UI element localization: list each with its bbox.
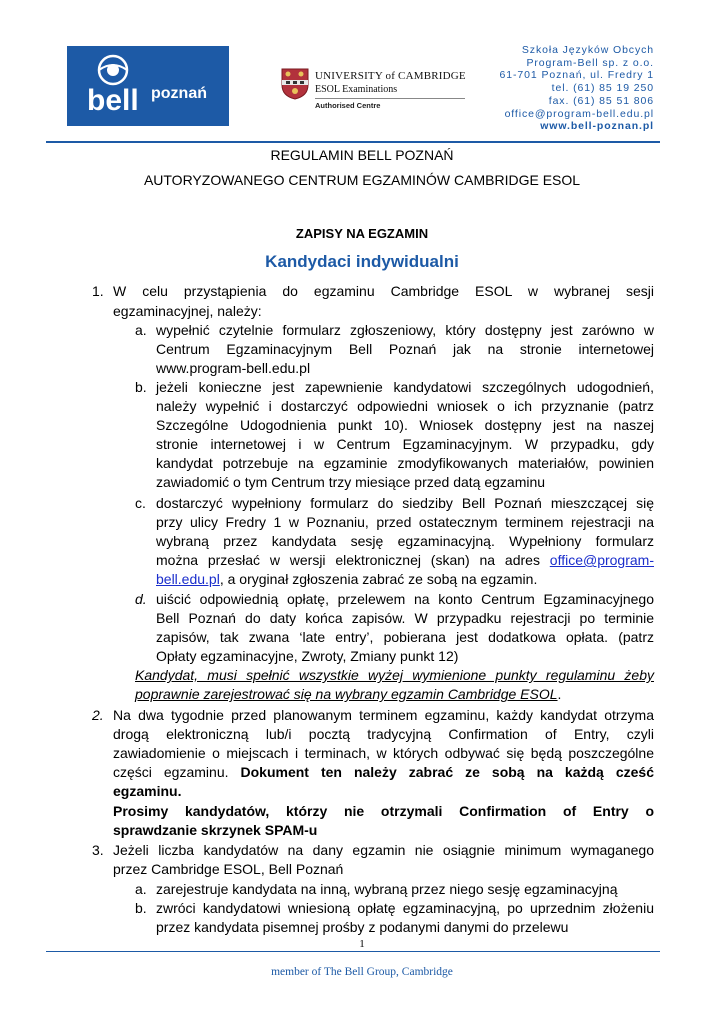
point-1c-line <box>156 551 654 569</box>
address-line: 61-701 Poznań, ul. Fredry 1 <box>499 69 654 82</box>
footer-divider <box>46 951 660 952</box>
point-2-line: drogą elektroniczną lub/i pocztą tradycyjną Confirmation of Entry, czyli <box>113 726 654 742</box>
point-1b-line: Szczególne Udogodnienia punkt 10). Wniosek dostępny jest na naszej <box>156 417 654 433</box>
spam-notice-line: sprawdzanie skrzynek SPAM-u <box>113 822 318 838</box>
list-letter-c: c. <box>135 495 146 511</box>
phone-line: tel. (61) 85 19 250 <box>551 82 654 95</box>
point-1-line: W celu przystąpienia do egzaminu Cambridge ESOL w wybranej sesji <box>113 283 654 299</box>
logo-bell-text: bell <box>87 84 139 117</box>
list-letter-a: a. <box>135 881 147 897</box>
spam-notice-line: Prosimy kandydatów, którzy nie otrzymali Confirmation of Entry o <box>113 803 654 819</box>
authorised-centre-label: Authorised Centre <box>315 101 381 110</box>
list-number-2: 2. <box>92 707 104 723</box>
registration-note-end: . <box>557 686 562 702</box>
page-number: 1 <box>359 938 365 950</box>
point-1d-line: Bell Poznań do daty końca zapisów. W przypadku rejestracji po terminie <box>156 610 654 626</box>
point-1d-line: Opłaty egzaminacyjne, Zwroty, Zmiany punkt 12) <box>156 648 459 664</box>
list-letter-b: b. <box>135 379 147 395</box>
point-1b-line: należy wypełnić i dostarczyć odpowiedni wniosek o ich przyznanie (patrz <box>156 398 654 414</box>
address-line: Szkoła Języków Obcych <box>521 44 654 56</box>
point-3b-line: zwróci kandydatowi wniesioną opłatę egzaminacyjną, po uprzednim złożeniu <box>156 900 654 916</box>
point-1b-line: jeżeli konieczne jest zapewnienie kandydatowi szczególnych udogodnień, <box>156 379 654 395</box>
point-1d-line: zapisów, tak zwana ‘late entry’, pobierana jest dodatkowa opłata. (patrz <box>156 629 654 645</box>
cambridge-subtitle: ESOL Examinations <box>315 84 398 95</box>
list-letter-b: b. <box>135 900 147 916</box>
point-3b-line: przez kandydata pisemnej prośby z podanymi danymi do przelewu <box>156 919 569 935</box>
list-letter-d: d. <box>135 591 147 607</box>
school-address-block <box>500 44 654 133</box>
regulation-title: REGULAMIN BELL POZNAŃ <box>270 147 454 163</box>
point-1c-line: wybraną przez kandydata sesję egzaminacyjną. Wypełniony formularz <box>156 533 654 549</box>
point-3-line: Jeżeli liczba kandydatów na dany egzamin nie osiągnie minimum wymaganego <box>113 842 654 858</box>
point-1-line: egzaminacyjnej, należy: <box>113 303 262 319</box>
point-1c-tail: , a oryginał zgłoszenia zabrać ze sobą na egzamin. <box>219 571 538 587</box>
point-2-line: Na dwa tygodnie przed planowanym terminem egzaminu, każdy kandydat otrzyma <box>113 707 654 723</box>
address-line: Program-Bell sp. z o.o. <box>526 56 654 69</box>
point-1a-line: www.program-bell.edu.pl <box>156 360 311 376</box>
point-1c-line: przy ulicy Fredry 1 w Poznaniu, przed ostatecznym terminem rejestracji na <box>156 514 654 530</box>
point-2-line: zawiadomienie o miejscach i terminach, w których odbywać się będą poszczególne <box>113 745 654 761</box>
point-3-line: przez Cambridge ESOL, Bell Poznań <box>113 861 344 877</box>
cambridge-title: UNIVERSITY of CAMBRIDGE <box>315 70 466 82</box>
email-line[interactable]: office@program-bell.edu.pl <box>504 107 654 120</box>
point-2-bold-line: egzaminu. <box>113 783 182 799</box>
cambridge-crest-icon <box>281 68 309 100</box>
point-1a-line: Centrum Egzaminacyjnym Bell Poznań jak na stronie internetowej <box>156 341 654 357</box>
email-link[interactable]: office@program- <box>549 552 654 568</box>
registration-note-line: Kandydat, musi spełnić wszystkie wyżej wymienione punkty regulaminu żeby <box>135 667 654 683</box>
point-2-bold: Dokument ten należy zabrać ze sobą na każdą cześć <box>240 764 654 780</box>
bell-logo-mark <box>67 46 229 126</box>
point-2-text: części egzaminu. <box>113 764 241 780</box>
header-divider <box>46 141 660 143</box>
cambridge-esol-logo <box>281 68 466 112</box>
section-heading: ZAPISY NA EGZAMIN <box>295 226 429 241</box>
section-subheading: Kandydaci indywidualni <box>265 252 459 271</box>
regulation-subtitle: AUTORYZOWANEGO CENTRUM EGZAMINÓW CAMBRIDGE ESOL <box>143 172 581 188</box>
point-3a-line: zarejestruje kandydata na inną, wybraną przez niego sesję egzaminacyjną <box>156 881 618 897</box>
point-1b-line: kandydat potrzebuje na egzaminie zmodyfikowanych materiałów, powinien <box>156 455 654 471</box>
point-1d-line: uiścić odpowiednią opłatę, przelewem na konto Centrum Egzaminacyjnego <box>156 591 654 607</box>
cambridge-divider <box>315 98 465 99</box>
point-1c-text: można przesłać w wersji elektronicznej (skan) na adres <box>156 552 550 568</box>
footer-text: member of The Bell Group, Cambridge <box>271 966 453 978</box>
point-1b-line: stronie internetowej i w Centrum Egzaminacyjnym. W przypadku, gdy <box>156 436 654 452</box>
point-1b-line: zawiadomić o tym Centrum trzy miesiące przed datą egzaminu <box>156 474 546 490</box>
registration-note-line <box>135 685 561 703</box>
point-1a-line: wypełnić czytelnie formularz zgłoszeniowy, który dostępny jest zarówno w <box>156 322 654 338</box>
list-letter-a: a. <box>135 322 147 338</box>
logo-city-text: poznań <box>151 85 207 102</box>
point-2-line <box>113 763 654 781</box>
bell-poznan-logo <box>67 46 229 126</box>
email-link-continued[interactable]: bell.edu.pl <box>156 571 220 587</box>
registration-note-text: poprawnie zarejestrować się na wybrany egzamin Cambridge ESOL <box>135 686 558 702</box>
point-1c-line: dostarczyć wypełniony formularz do siedziby Bell Poznań mieszczącej się <box>156 495 654 511</box>
list-number-3: 3. <box>92 842 104 858</box>
point-1c-line <box>156 570 537 588</box>
fax-line: fax. (61) 85 51 806 <box>548 94 654 107</box>
website-link[interactable]: www.bell-poznan.pl <box>540 120 654 133</box>
list-number-1: 1. <box>92 283 104 299</box>
